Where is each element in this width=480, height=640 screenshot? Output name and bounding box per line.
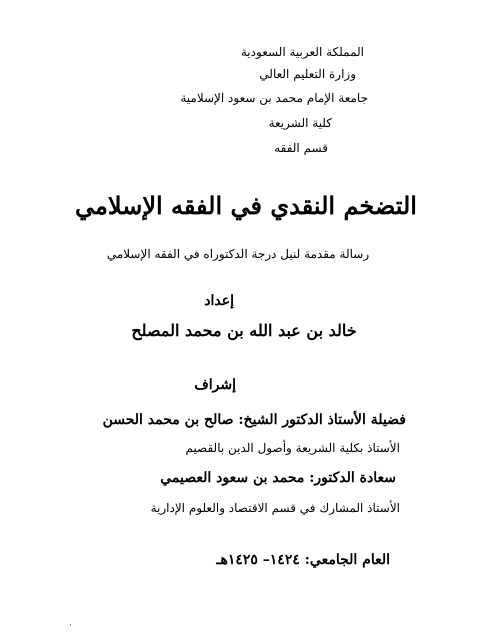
department-line: قسم الفقه	[274, 141, 328, 155]
supervisor2-name: سعادة الدكتور: محمد بن سعود العصيمي	[160, 470, 396, 486]
thesis-title: التضخم النقدي في الفقه الإسلامي	[75, 191, 417, 220]
academic-year: العام الجامعي: ١٤٢٤– ١٤٢٥هـ	[216, 552, 390, 568]
university-line: جامعة الإمام محمد بن سعود الإسلامية	[180, 91, 368, 105]
supervisor2-title: الأستاذ المشارك في قسم الاقتصاد والعلوم الإدارية	[150, 501, 400, 515]
college-line: كلية الشريعة	[268, 116, 332, 130]
thesis-subtitle: رسالة مقدمة لنيل درجة الدكتوراه في الفقه الإسلامي	[106, 247, 370, 261]
preparation-label: إعداد	[204, 293, 234, 309]
page-mark: ،	[69, 619, 72, 628]
supervisor1-title: الأستاذ بكلية الشريعة وأصول الدين بالقصيم	[185, 441, 400, 455]
country-line: المملكة العربية السعودية	[240, 45, 364, 59]
ministry-line: وزارة التعليم العالي	[259, 67, 356, 81]
supervision-label: إشراف	[194, 377, 236, 393]
author-name: خالد بن عبد الله بن محمد المصلح	[131, 321, 357, 340]
supervisor1-name: فضيلة الأستاذ الدكتور الشيخ: صالح بن محمد الحسن	[102, 412, 406, 428]
